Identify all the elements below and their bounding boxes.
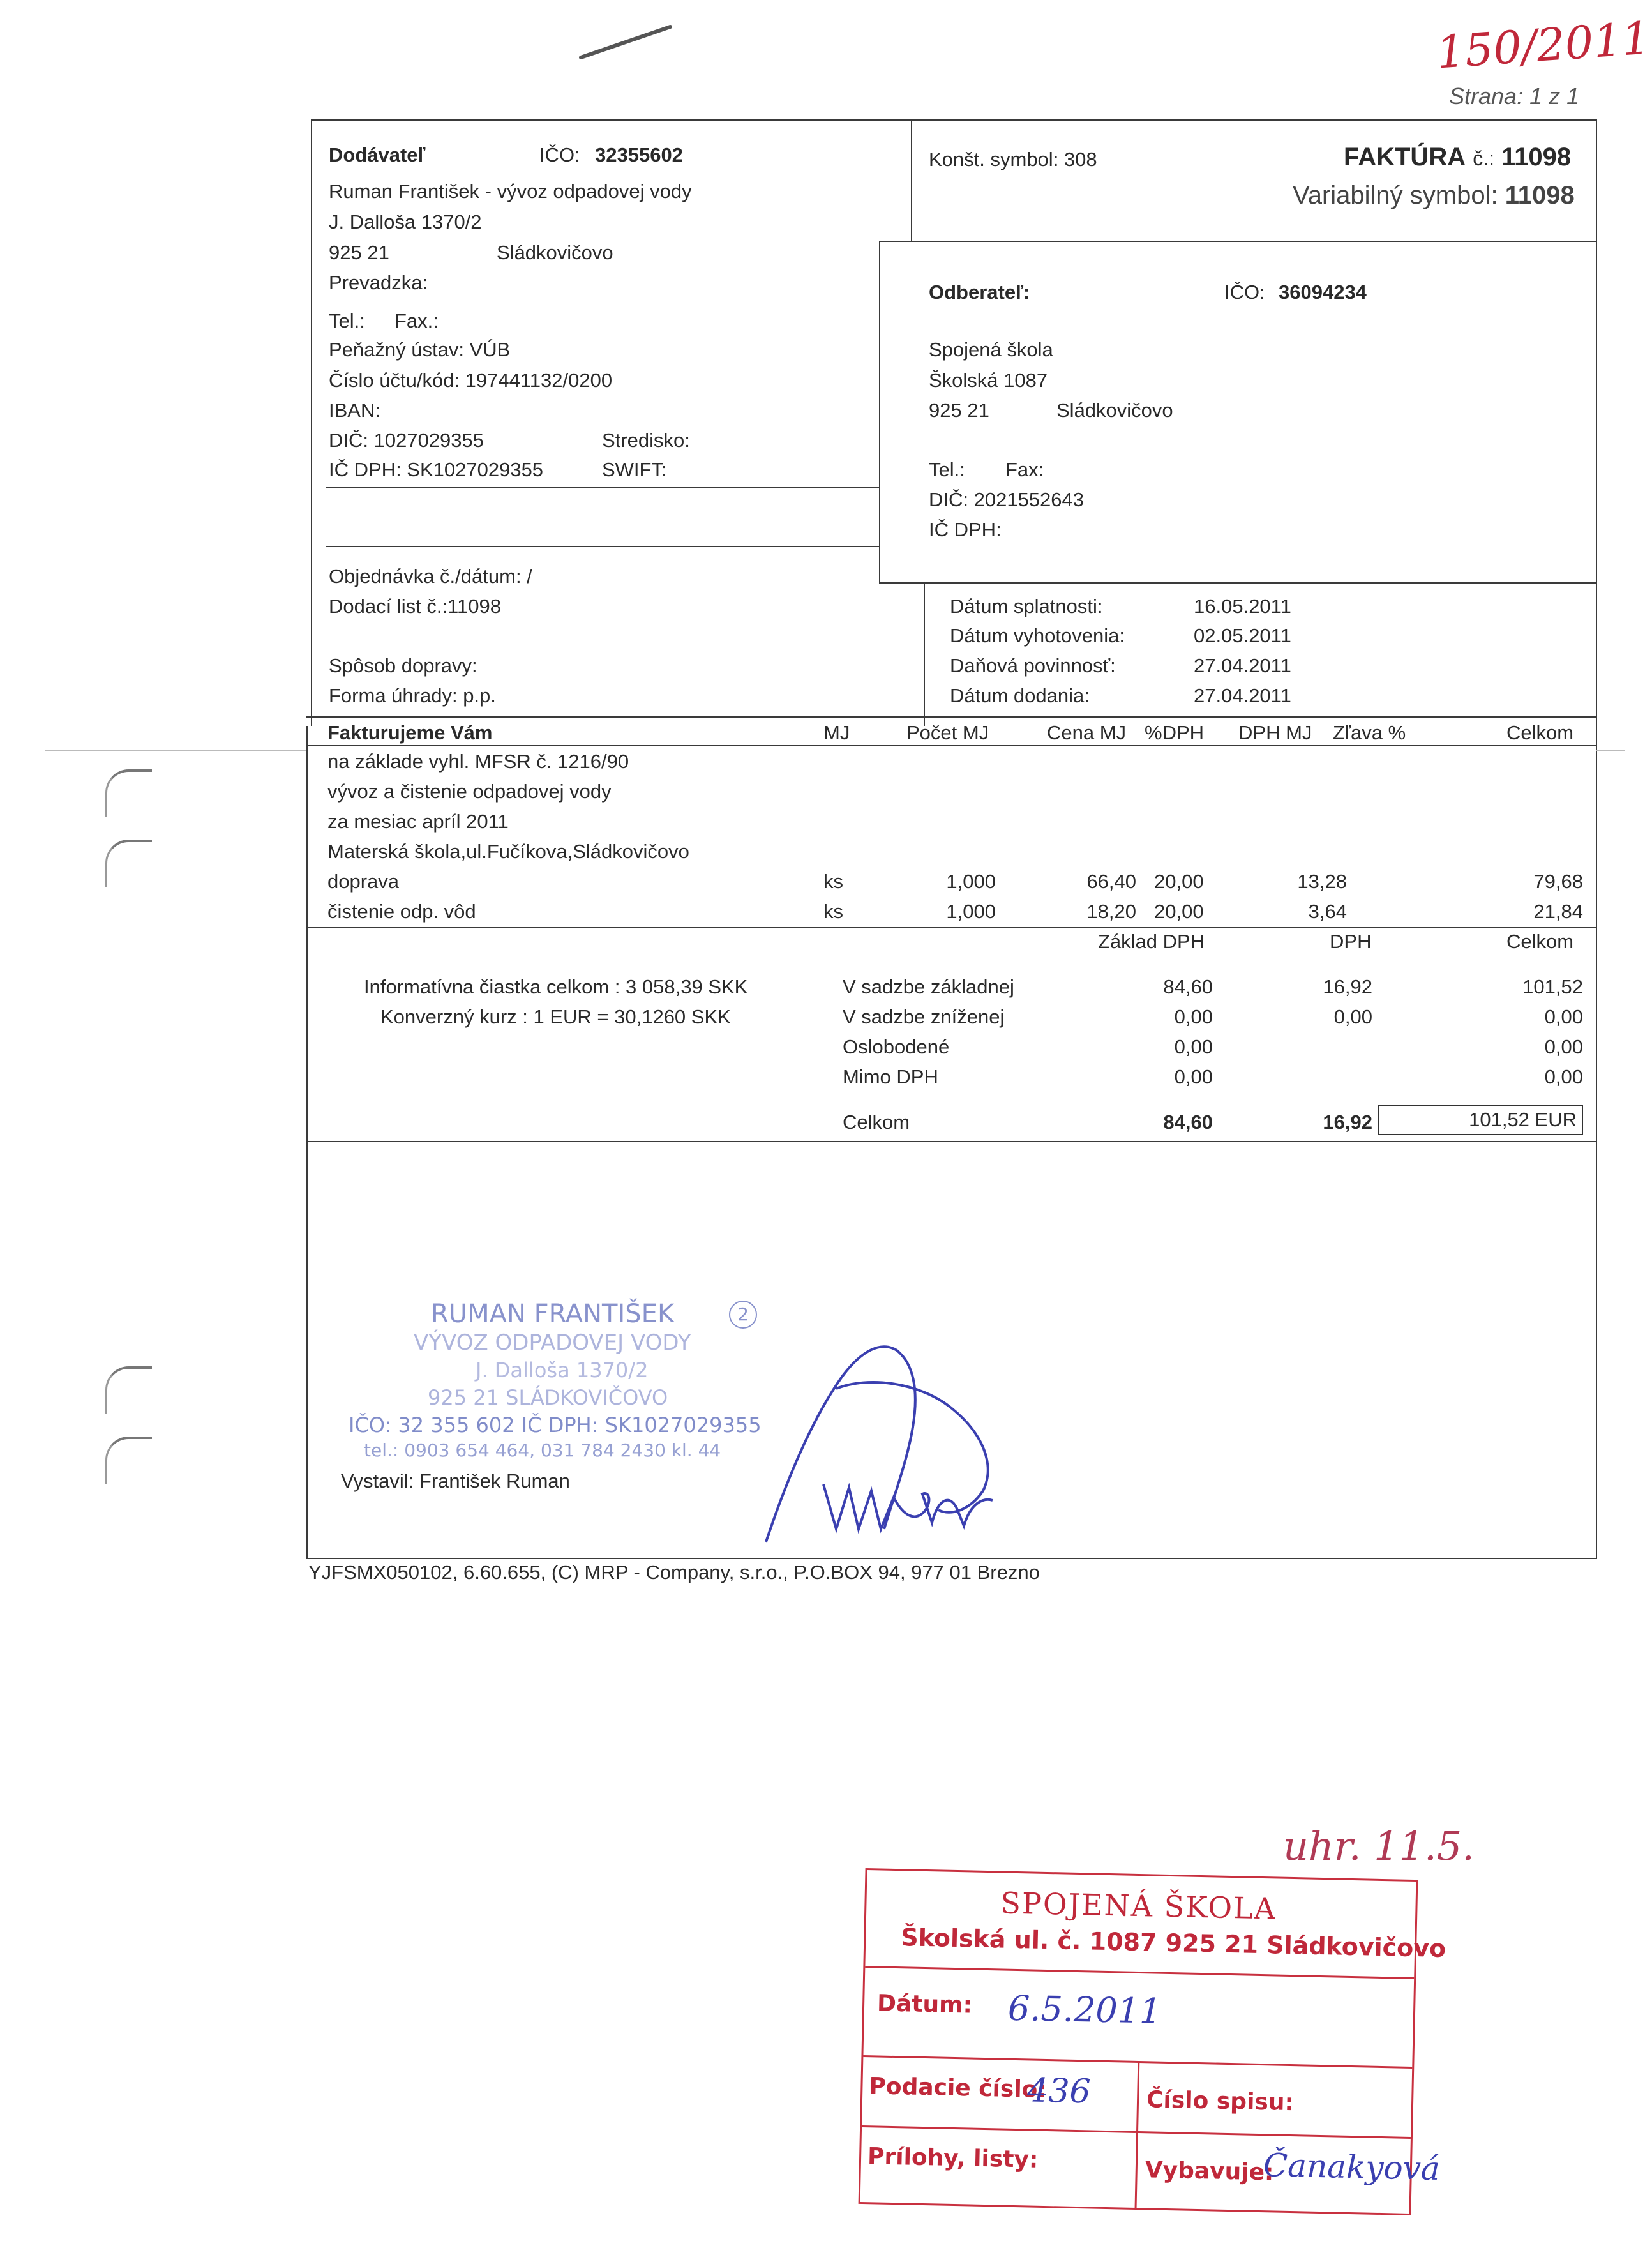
summary-bottom-line — [306, 1141, 1597, 1142]
frame-top-line — [311, 119, 1597, 121]
col-zlava: Zľava % — [1333, 721, 1406, 744]
receipt-spis-label: Číslo spisu: — [1146, 2086, 1295, 2116]
variable-symbol-value: 11098 — [1505, 181, 1575, 209]
col-mj: MJ — [823, 721, 850, 744]
customer-box-bottom — [879, 582, 1597, 584]
order-dodaci-list: Dodací list č.:11098 — [329, 595, 501, 617]
summary-row-label: Mimo DPH — [843, 1066, 938, 1088]
summary-row-label: Oslobodené — [843, 1036, 950, 1058]
stamp-line: 925 21 SLÁDKOVIČOVO — [428, 1385, 668, 1410]
supplier-heading: Dodávateľ — [329, 144, 426, 166]
customer-city: Sládkovičovo — [1056, 399, 1173, 421]
supplier-dic: DIČ: 1027029355 — [329, 429, 484, 451]
receipt-podacie-value: 436 — [1026, 2071, 1092, 2111]
col-pocet: Počet MJ — [906, 721, 989, 744]
invoice-number: 11098 — [1501, 143, 1572, 171]
konst-symbol: Konšt. symbol: 308 — [929, 148, 1097, 170]
date-label-vyhotovenia: Dátum vyhotovenia: — [950, 624, 1125, 647]
frame-left-line — [311, 119, 312, 726]
date-value-splatnosti: 16.05.2011 — [1194, 595, 1291, 617]
stamp-line: RUMAN FRANTIŠEK — [431, 1299, 675, 1329]
receipt-datum-value: 6.5.2011 — [1007, 1988, 1162, 2032]
item-mj: ks — [823, 870, 843, 893]
item-price: 66,40 — [1086, 870, 1136, 893]
col-cena: Cena MJ — [1047, 721, 1127, 744]
item-qty: 1,000 — [946, 900, 996, 923]
order-uhrada: Forma úhrady: p.p. — [329, 684, 496, 707]
issued-by: Vystavil: František Ruman — [341, 1470, 570, 1492]
supplier-account: Číslo účtu/kód: 197441132/0200 — [329, 369, 613, 391]
date-label-dodania: Dátum dodania: — [950, 684, 1090, 707]
supplier-ico: 32355602 — [595, 144, 683, 166]
punch-hole — [105, 769, 152, 817]
signature-text: Ruman — [811, 1465, 813, 1466]
punch-hole — [105, 1366, 152, 1414]
summary-col-zaklad: Základ DPH — [1098, 930, 1205, 953]
description-line: vývoz a čistenie odpadovej vody — [327, 780, 612, 803]
supplier-zip: 925 21 — [329, 241, 389, 264]
supplier-rule — [326, 487, 879, 488]
description-line: za mesiac apríl 2011 — [327, 810, 509, 833]
scan-line-left — [45, 750, 306, 751]
item-mj: ks — [823, 900, 843, 923]
receipt-podacie-label: Podacie číslo: — [869, 2073, 1048, 2104]
supplier-rule-2 — [326, 546, 879, 547]
supplier-swift: SWIFT: — [602, 458, 667, 481]
receipt-stamp-divider — [865, 1966, 1414, 1979]
supplier-icdph: IČ DPH: SK1027029355 — [329, 458, 544, 481]
item-qty: 1,000 — [946, 870, 996, 893]
footer-text: YJFSMX050102, 6.60.655, (C) MRP - Company, s.r.o., P.O.BOX 94, 977 01 Brezno — [308, 1561, 1040, 1583]
receipt-vybavuje-label: Vybavuje: — [1145, 2157, 1274, 2186]
item-name: čistenie odp. vôd — [327, 900, 476, 923]
receipt-datum-label: Dátum: — [876, 1990, 973, 2019]
stamp-line: J. Dalloša 1370/2 — [476, 1358, 649, 1382]
supplier-street: J. Dalloša 1370/2 — [329, 211, 482, 233]
description-line: na základe vyhl. MFSR č. 1216/90 — [327, 750, 629, 773]
receipt-stamp-address: Školská ul. č. 1087 925 21 Sládkovičovo — [900, 1923, 1446, 1963]
items-top-line — [306, 716, 1597, 718]
variable-symbol-label: Variabilný symbol: — [1293, 181, 1498, 209]
item-total: 21,84 — [1533, 900, 1583, 923]
supplier-stamp — [338, 1299, 798, 1465]
invoice-title — [1344, 143, 1571, 172]
summary-col-dph: DPH — [1330, 930, 1372, 953]
stamp-line: tel.: 0903 654 464, 031 784 2430 kl. 44 — [364, 1440, 721, 1461]
handwritten-reference: 150/2011 — [1434, 11, 1652, 79]
supplier-prevadzka: Prevadzka: — [329, 271, 428, 294]
supplier-name: Ruman František - vývoz odpadovej vody — [329, 180, 692, 202]
summary-conversion-rate: Konverzný kurz : 1 EUR = 30,1260 SKK — [380, 1006, 731, 1028]
customer-zip: 925 21 — [929, 399, 989, 421]
supplier-city: Sládkovičovo — [497, 241, 613, 264]
summary-row-total: 101,52 — [1522, 976, 1583, 998]
customer-street: Školská 1087 — [929, 369, 1048, 391]
invoice-title-label: FAKTÚRA — [1344, 143, 1466, 171]
dates-divider — [924, 582, 925, 726]
receipt-stamp-title: SPOJENÁ ŠKOLA — [1000, 1885, 1277, 1926]
customer-heading: Odberateľ: — [929, 281, 1030, 303]
receipt-prilohy-label: Prílohy, listy: — [867, 2143, 1039, 2173]
item-total: 79,68 — [1533, 870, 1583, 893]
summary-row-label: V sadzbe základnej — [843, 976, 1014, 998]
customer-name: Spojená škola — [929, 338, 1053, 361]
item-price: 18,20 — [1086, 900, 1136, 923]
supplier-stredisko: Stredisko: — [602, 429, 690, 451]
summary-total-sum: 101,52 EUR — [1378, 1105, 1583, 1135]
summary-row-vat: 16,92 — [1323, 976, 1372, 998]
supplier-fax: Fax.: — [394, 310, 439, 332]
date-label-povinnost: Daňová povinnosť: — [950, 654, 1116, 677]
item-name: doprava — [327, 870, 400, 893]
customer-box-top — [879, 241, 1597, 242]
customer-fax: Fax: — [1005, 458, 1044, 481]
receipt-stamp — [859, 1868, 1446, 2215]
invoice-number-label: č.: — [1473, 147, 1494, 170]
item-vat: 20,00 — [1154, 900, 1204, 923]
summary-row-base: 0,00 — [1174, 1036, 1213, 1058]
variable-symbol — [1293, 181, 1575, 210]
receipt-vybavuje-value: Čanakyová — [1263, 2147, 1441, 2187]
frame-bottom-line — [306, 1558, 1597, 1559]
customer-ico-label: IČO: — [1224, 281, 1265, 303]
order-doprava: Spôsob dopravy: — [329, 654, 477, 677]
order-objednavka: Objednávka č./dátum: / — [329, 565, 532, 587]
supplier-tel: Tel.: — [329, 310, 365, 332]
page-label: Strana: 1 z 1 — [1449, 83, 1580, 109]
date-value-dodania: 27.04.2011 — [1194, 684, 1291, 707]
summary-info-amount: Informatívna čiastka celkom : 3 058,39 SKK — [364, 976, 748, 998]
summary-row-base: 84,60 — [1163, 976, 1213, 998]
frame-left-line-lower — [306, 726, 308, 1559]
summary-row-base: 0,00 — [1174, 1006, 1213, 1028]
stamp-line: IČO: 32 355 602 IČ DPH: SK1027029355 — [349, 1413, 762, 1437]
customer-box-left — [879, 241, 880, 582]
items-header-line — [306, 745, 1597, 746]
handwritten-note: uhr. 11.5. — [1283, 1823, 1475, 1869]
col-dph-pct: %DPH — [1145, 721, 1205, 744]
customer-tel: Tel.: — [929, 458, 965, 481]
stamp-circle-number: 2 — [729, 1301, 757, 1329]
summary-row-total: 0,00 — [1544, 1036, 1583, 1058]
item-vat: 20,00 — [1154, 870, 1204, 893]
scan-line-right — [1596, 750, 1625, 751]
summary-total-label: Celkom — [843, 1111, 910, 1133]
supplier-ico-label: IČO: — [539, 144, 580, 166]
pen-mark — [574, 19, 677, 64]
supplier-bank: Peňažný ústav: VÚB — [329, 338, 511, 361]
customer-icdph: IČ DPH: — [929, 518, 1002, 541]
receipt-stamp-vdivider — [1135, 2063, 1140, 2208]
stamp-line: VÝVOZ ODPADOVEJ VODY — [414, 1330, 691, 1355]
summary-row-vat: 0,00 — [1333, 1006, 1372, 1028]
item-vat-mj: 13,28 — [1297, 870, 1347, 893]
col-celkom: Celkom — [1506, 721, 1574, 744]
date-label-splatnosti: Dátum splatnosti: — [950, 595, 1103, 617]
frame-right-line — [1596, 119, 1597, 1559]
customer-ico: 36094234 — [1279, 281, 1367, 303]
supplier-divider — [911, 119, 912, 241]
description-line: Materská škola,ul.Fučíkova,Sládkovičovo — [327, 840, 689, 863]
signature-image — [740, 1338, 1009, 1555]
summary-row-total: 0,00 — [1544, 1006, 1583, 1028]
items-bottom-line — [306, 927, 1597, 928]
summary-row-label: V sadzbe zníženej — [843, 1006, 1005, 1028]
summary-total-base: 84,60 — [1163, 1111, 1213, 1133]
punch-hole — [105, 840, 152, 887]
item-vat-mj: 3,64 — [1308, 900, 1347, 923]
items-title: Fakturujeme Vám — [327, 721, 493, 744]
summary-col-celkom: Celkom — [1506, 930, 1574, 953]
date-value-vyhotovenia: 02.05.2011 — [1194, 624, 1291, 647]
date-value-povinnost: 27.04.2011 — [1194, 654, 1291, 677]
summary-row-base: 0,00 — [1174, 1066, 1213, 1088]
summary-total-vat: 16,92 — [1323, 1111, 1372, 1133]
summary-row-total: 0,00 — [1544, 1066, 1583, 1088]
punch-hole — [105, 1437, 152, 1484]
col-dph-mj: DPH MJ — [1238, 721, 1312, 744]
customer-dic: DIČ: 2021552643 — [929, 488, 1085, 511]
supplier-iban: IBAN: — [329, 399, 380, 421]
